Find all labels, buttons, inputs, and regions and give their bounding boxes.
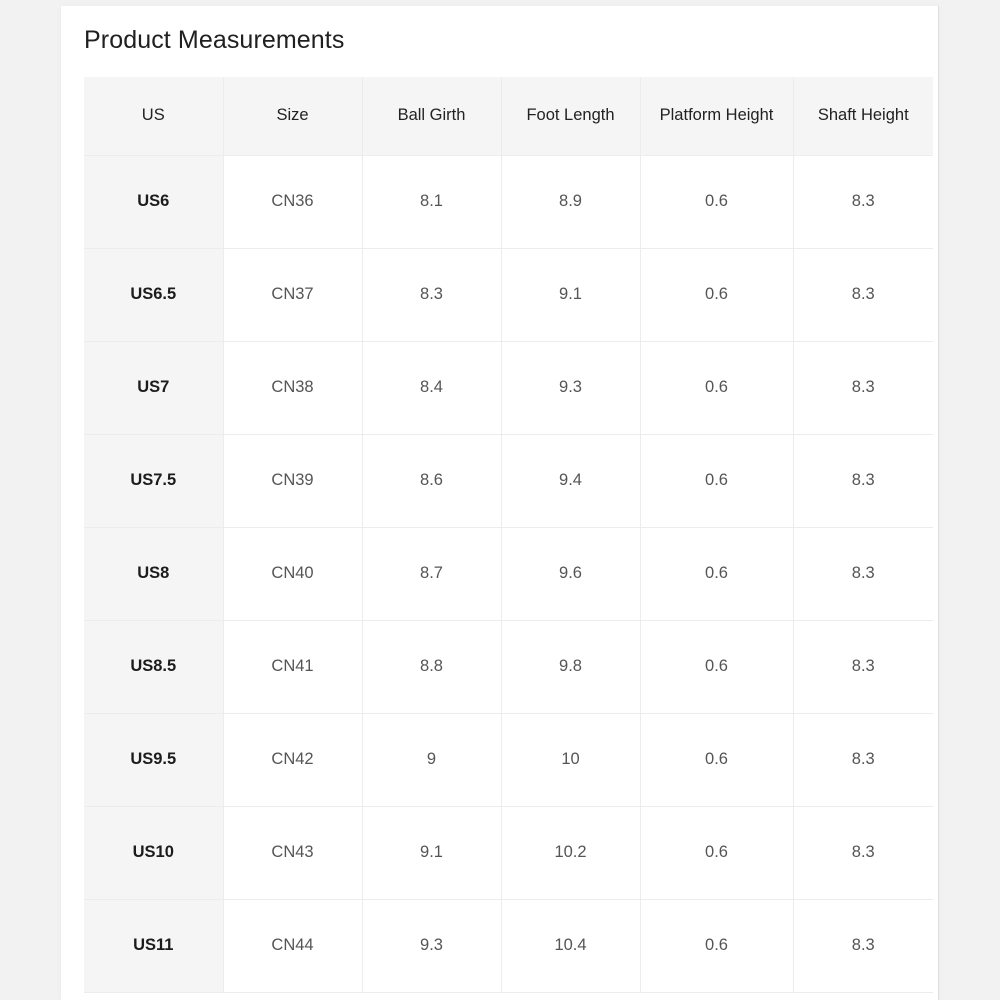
cell-us: US7.5 — [84, 434, 223, 527]
cell-foot-length: 10.2 — [501, 806, 640, 899]
cell-foot-length: 8.9 — [501, 155, 640, 248]
cell-size: CN41 — [223, 620, 362, 713]
cell-size: CN37 — [223, 248, 362, 341]
cell-shaft-height: 8.3 — [793, 248, 933, 341]
table-row — [84, 341, 933, 434]
cell-foot-length: 10 — [501, 713, 640, 806]
header-ball-girth: Ball Girth — [362, 77, 501, 155]
cell-platform-height: 0.6 — [640, 155, 793, 248]
cell-size: CN44 — [223, 899, 362, 992]
cell-us: US9.5 — [84, 713, 223, 806]
cell-shaft-height: 8.3 — [793, 155, 933, 248]
cell-size: CN43 — [223, 806, 362, 899]
cell-ball-girth: 8.6 — [362, 434, 501, 527]
table-row — [84, 620, 933, 713]
cell-ball-girth: 9.3 — [362, 899, 501, 992]
cell-size: CN36 — [223, 155, 362, 248]
header-shaft-height: Shaft Height — [793, 77, 933, 155]
size-table — [84, 77, 933, 993]
header-foot-length: Foot Length — [501, 77, 640, 155]
cell-us: US8 — [84, 527, 223, 620]
table-row — [84, 899, 933, 992]
table-row — [84, 527, 933, 620]
cell-us: US6 — [84, 155, 223, 248]
cell-shaft-height: 8.3 — [793, 806, 933, 899]
cell-size: CN38 — [223, 341, 362, 434]
table-row — [84, 806, 933, 899]
cell-ball-girth: 8.7 — [362, 527, 501, 620]
cell-foot-length: 10.4 — [501, 899, 640, 992]
cell-platform-height: 0.6 — [640, 248, 793, 341]
cell-platform-height: 0.6 — [640, 434, 793, 527]
cell-platform-height: 0.6 — [640, 527, 793, 620]
cell-us: US6.5 — [84, 248, 223, 341]
cell-foot-length: 9.1 — [501, 248, 640, 341]
cell-shaft-height: 8.3 — [793, 341, 933, 434]
cell-ball-girth: 9.1 — [362, 806, 501, 899]
cell-platform-height: 0.6 — [640, 806, 793, 899]
cell-size: CN42 — [223, 713, 362, 806]
cell-platform-height: 0.6 — [640, 713, 793, 806]
cell-us: US8.5 — [84, 620, 223, 713]
cell-shaft-height: 8.3 — [793, 434, 933, 527]
cell-us: US10 — [84, 806, 223, 899]
header-platform-height: Platform Height — [640, 77, 793, 155]
cell-shaft-height: 8.3 — [793, 899, 933, 992]
cell-platform-height: 0.6 — [640, 341, 793, 434]
cell-platform-height: 0.6 — [640, 899, 793, 992]
cell-us: US11 — [84, 899, 223, 992]
cell-foot-length: 9.8 — [501, 620, 640, 713]
cell-shaft-height: 8.3 — [793, 713, 933, 806]
page-title: Product Measurements — [84, 26, 345, 54]
table-row — [84, 155, 933, 248]
cell-shaft-height: 8.3 — [793, 527, 933, 620]
table-row — [84, 713, 933, 806]
cell-ball-girth: 8.3 — [362, 248, 501, 341]
cell-foot-length: 9.6 — [501, 527, 640, 620]
cell-foot-length: 9.3 — [501, 341, 640, 434]
cell-size: CN40 — [223, 527, 362, 620]
cell-ball-girth: 8.4 — [362, 341, 501, 434]
cell-ball-girth: 8.8 — [362, 620, 501, 713]
size-table-container — [84, 77, 933, 993]
table-header-row — [84, 77, 933, 155]
measurements-panel — [61, 6, 939, 1000]
cell-shaft-height: 8.3 — [793, 620, 933, 713]
header-us: US — [84, 77, 223, 155]
cell-ball-girth: 9 — [362, 713, 501, 806]
cell-foot-length: 9.4 — [501, 434, 640, 527]
table-row — [84, 248, 933, 341]
cell-platform-height: 0.6 — [640, 620, 793, 713]
cell-size: CN39 — [223, 434, 362, 527]
table-row — [84, 434, 933, 527]
cell-ball-girth: 8.1 — [362, 155, 501, 248]
header-size: Size — [223, 77, 362, 155]
cell-us: US7 — [84, 341, 223, 434]
